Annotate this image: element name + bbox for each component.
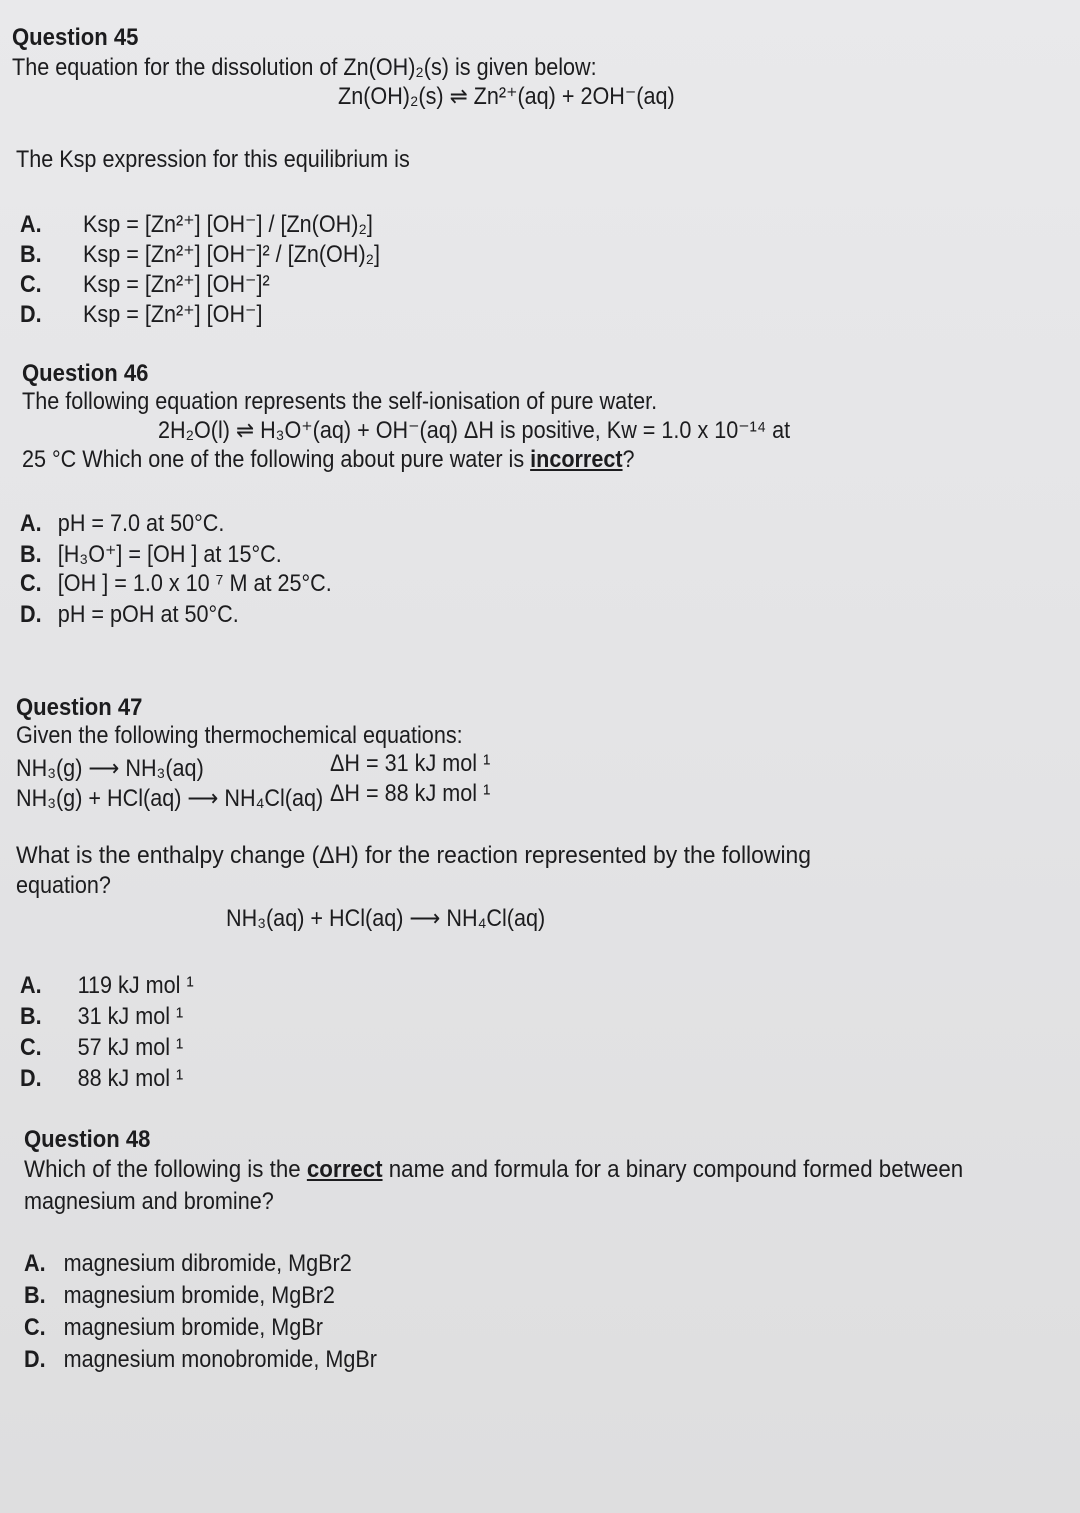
question-stem: equation? <box>16 872 111 899</box>
option-a[interactable] <box>20 510 224 538</box>
option-a[interactable] <box>20 972 194 1000</box>
option-c[interactable] <box>20 1034 183 1062</box>
option-text: Ksp = [Zn²⁺] [OH⁻] <box>83 301 263 328</box>
option-letter: D. <box>24 1346 46 1373</box>
question-stem: The equation for the dissolution of Zn(OH)₂(s) is given below: <box>12 54 597 81</box>
option-text: pH = 7.0 at 50°C. <box>57 510 225 537</box>
question-stem <box>24 1156 963 1184</box>
option-b[interactable] <box>20 1003 183 1031</box>
thermo-dh-1: ΔH = 31 kJ mol ¹ <box>330 750 491 777</box>
option-b[interactable] <box>24 1282 335 1310</box>
option-d[interactable] <box>20 1065 183 1093</box>
thermo-reaction-1: NH₃(g) ⟶ NH₃(aq) <box>16 755 204 782</box>
option-letter: B. <box>20 241 42 268</box>
option-text: 88 kJ mol ¹ <box>77 1065 184 1092</box>
stem-text: ? <box>622 446 635 473</box>
stem-text: name and formula for a binary compound formed between <box>382 1156 964 1183</box>
option-letter: A. <box>20 211 42 238</box>
option-d[interactable] <box>20 300 262 329</box>
option-d[interactable] <box>24 1346 377 1374</box>
option-letter: D. <box>20 301 42 328</box>
stem-text: 25 °C Which one of the following about pure water is <box>22 446 531 473</box>
question-stem: What is the enthalpy change (ΔH) for the reaction represented by the following <box>16 842 812 869</box>
chemical-equation: NH₃(aq) + HCl(aq) ⟶ NH₄Cl(aq) <box>226 905 546 932</box>
option-text: Ksp = [Zn²⁺] [OH⁻]² <box>83 271 270 298</box>
option-text: 31 kJ mol ¹ <box>77 1003 184 1030</box>
option-a[interactable] <box>24 1250 352 1278</box>
option-text: pH = pOH at 50°C. <box>57 601 239 628</box>
chemical-equation: Zn(OH)₂(s) ⇌ Zn²⁺(aq) + 2OH⁻(aq) <box>338 83 675 110</box>
option-text: magnesium bromide, MgBr2 <box>63 1282 335 1309</box>
option-letter: C. <box>20 271 42 298</box>
option-letter: B. <box>24 1282 46 1309</box>
option-letter: C. <box>20 570 42 597</box>
option-text: magnesium monobromide, MgBr <box>63 1346 377 1373</box>
emphasis-correct: correct <box>306 1156 383 1183</box>
option-a[interactable] <box>20 210 373 239</box>
option-b[interactable] <box>20 540 282 569</box>
option-text: magnesium dibromide, MgBr2 <box>63 1250 352 1277</box>
question-stem: The Ksp expression for this equilibrium is <box>16 146 410 173</box>
option-letter: C. <box>20 1034 42 1061</box>
option-text: [OH ] = 1.0 x 10 ⁷ M at 25°C. <box>57 570 332 597</box>
option-letter: A. <box>20 972 42 999</box>
question-stem <box>22 446 635 474</box>
option-letter: D. <box>20 1065 42 1092</box>
option-text: Ksp = [Zn²⁺] [OH⁻] / [Zn(OH)₂] <box>83 211 373 238</box>
option-c[interactable] <box>20 270 270 299</box>
option-b[interactable] <box>20 240 380 269</box>
question-heading: Question 45 <box>12 24 139 51</box>
thermo-dh-2: ΔH = 88 kJ mol ¹ <box>330 780 491 807</box>
option-letter: B. <box>20 1003 42 1030</box>
option-letter: A. <box>24 1250 46 1277</box>
emphasis-incorrect: incorrect <box>530 446 623 473</box>
option-text: [H₃O⁺] = [OH ] at 15°C. <box>57 541 282 568</box>
option-text: magnesium bromide, MgBr <box>63 1314 323 1341</box>
chemical-equation: 2H₂O(l) ⇌ H₃O⁺(aq) + OH⁻(aq) ΔH is positive, Kw = 1.0 x 10⁻¹⁴ at <box>158 417 791 444</box>
question-heading: Question 47 <box>16 694 143 721</box>
option-letter: B. <box>20 541 42 568</box>
question-stem: Given the following thermochemical equations: <box>16 722 463 749</box>
option-letter: D. <box>20 601 42 628</box>
option-text: 119 kJ mol ¹ <box>77 972 194 999</box>
question-heading: Question 48 <box>24 1126 151 1153</box>
stem-text: Which of the following is the <box>24 1156 307 1183</box>
thermo-reaction-2: NH₃(g) + HCl(aq) ⟶ NH₄Cl(aq) <box>16 785 324 812</box>
option-letter: C. <box>24 1314 46 1341</box>
option-text: Ksp = [Zn²⁺] [OH⁻]² / [Zn(OH)₂] <box>83 241 381 268</box>
question-stem: The following equation represents the self-ionisation of pure water. <box>22 388 658 415</box>
question-heading: Question 46 <box>22 360 149 387</box>
option-letter: A. <box>20 510 42 537</box>
option-c[interactable] <box>20 570 332 598</box>
option-text: 57 kJ mol ¹ <box>77 1034 184 1061</box>
option-c[interactable] <box>24 1314 323 1342</box>
option-d[interactable] <box>20 601 239 629</box>
question-stem: magnesium and bromine? <box>24 1188 274 1215</box>
